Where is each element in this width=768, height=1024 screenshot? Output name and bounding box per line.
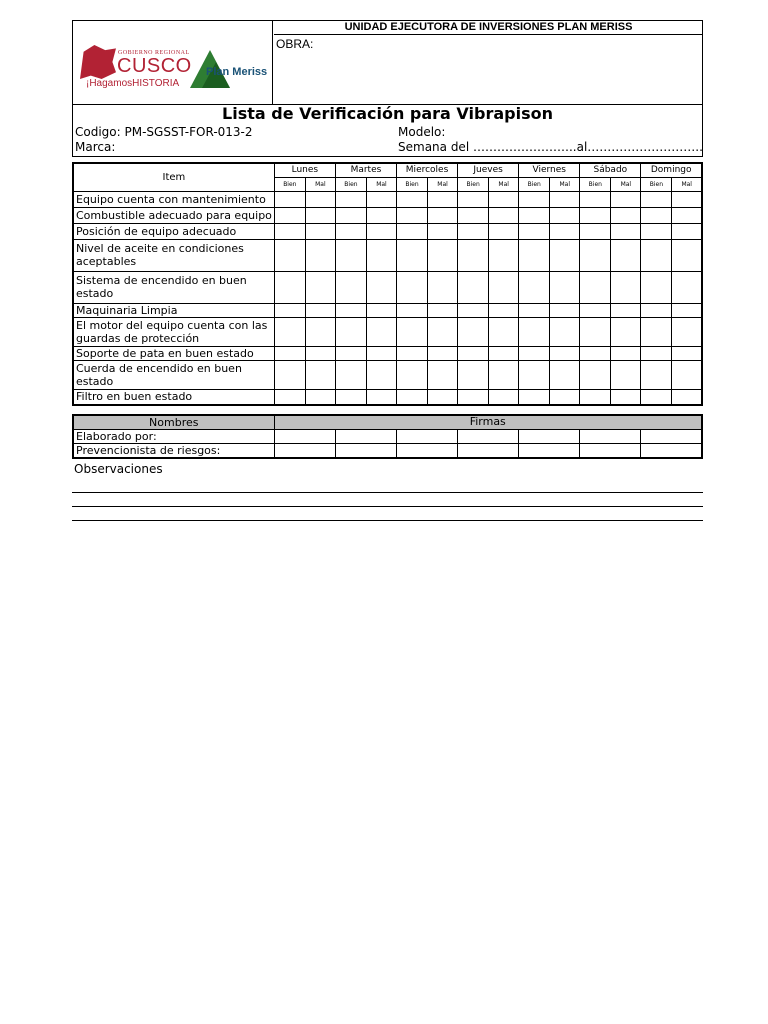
bien-cell[interactable] — [580, 191, 611, 207]
bien-cell[interactable] — [335, 346, 366, 360]
mal-header: Mal — [489, 177, 519, 191]
bien-cell[interactable] — [458, 223, 489, 239]
unit-title: UNIDAD EJECUTORA DE INVERSIONES PLAN MERISS — [274, 20, 703, 35]
bien-header: Bien — [641, 177, 672, 191]
signatures-header-row — [73, 415, 702, 430]
obra-label: OBRA: — [276, 37, 314, 51]
item-label: Filtro en buen estado — [73, 389, 274, 405]
signature-cell[interactable] — [396, 430, 457, 444]
mal-cell[interactable] — [489, 239, 519, 271]
signature-cell[interactable] — [579, 444, 640, 459]
mal-header: Mal — [428, 177, 458, 191]
table-row — [73, 223, 702, 239]
mal-cell[interactable] — [550, 346, 580, 360]
bien-cell[interactable] — [274, 207, 305, 223]
bien-cell[interactable] — [274, 303, 305, 317]
bien-cell[interactable] — [274, 223, 305, 239]
mal-cell[interactable] — [489, 207, 519, 223]
table-row — [73, 191, 702, 207]
form-title: Lista de Verificación para Vibrapison — [222, 104, 553, 123]
mal-cell[interactable] — [305, 223, 335, 239]
mal-cell[interactable] — [428, 303, 458, 317]
bien-cell[interactable] — [397, 239, 428, 271]
bien-header: Bien — [335, 177, 366, 191]
logo-plan-meriss — [206, 60, 270, 76]
mal-cell[interactable] — [550, 360, 580, 389]
bien-cell[interactable] — [335, 239, 366, 271]
item-label: Equipo cuenta con mantenimiento — [73, 191, 274, 207]
table-row — [73, 271, 702, 303]
mal-cell[interactable] — [550, 271, 580, 303]
bien-cell[interactable] — [519, 207, 550, 223]
bien-cell[interactable] — [274, 389, 305, 405]
bien-cell[interactable] — [580, 389, 611, 405]
table-row — [73, 239, 702, 271]
nombres-header: Nombres — [73, 415, 274, 430]
mal-cell[interactable] — [305, 389, 335, 405]
observaciones-line — [72, 520, 703, 521]
mal-cell[interactable] — [611, 239, 641, 271]
bien-cell[interactable] — [519, 239, 550, 271]
firmas-header: Firmas — [274, 415, 702, 430]
bien-cell[interactable] — [397, 207, 428, 223]
bien-cell[interactable] — [519, 360, 550, 389]
mal-cell[interactable] — [428, 223, 458, 239]
bien-cell[interactable] — [641, 303, 672, 317]
table-row — [73, 360, 702, 389]
mal-cell[interactable] — [489, 360, 519, 389]
logo-region-big: CUSCO — [117, 55, 192, 77]
mal-cell[interactable] — [611, 346, 641, 360]
codigo-label: Codigo: PM-SGSST-FOR-013-2 — [75, 125, 253, 139]
mal-cell[interactable] — [366, 223, 396, 239]
mal-cell[interactable] — [305, 191, 335, 207]
day-header: Miercoles — [397, 163, 458, 177]
mal-cell[interactable] — [550, 239, 580, 271]
bien-cell[interactable] — [335, 389, 366, 405]
bien-cell[interactable] — [458, 191, 489, 207]
mal-cell[interactable] — [428, 191, 458, 207]
checklist-table — [72, 162, 703, 406]
signature-cell[interactable] — [640, 430, 702, 444]
bien-header: Bien — [274, 177, 305, 191]
table-row — [73, 317, 702, 346]
bien-cell[interactable] — [274, 191, 305, 207]
mal-cell[interactable] — [428, 317, 458, 346]
mal-cell[interactable] — [611, 223, 641, 239]
mal-header: Mal — [305, 177, 335, 191]
logo-plan-text: Plan Meriss — [206, 66, 268, 76]
bien-cell[interactable] — [274, 239, 305, 271]
bien-cell[interactable] — [580, 271, 611, 303]
table-row — [73, 303, 702, 317]
signature-cell[interactable] — [518, 444, 579, 459]
bien-cell[interactable] — [580, 207, 611, 223]
mal-cell[interactable] — [366, 389, 396, 405]
bien-cell[interactable] — [519, 317, 550, 346]
bien-cell[interactable] — [335, 360, 366, 389]
mal-cell[interactable] — [550, 223, 580, 239]
bien-cell[interactable] — [641, 239, 672, 271]
bien-cell[interactable] — [580, 223, 611, 239]
mal-cell[interactable] — [489, 389, 519, 405]
mal-cell[interactable] — [611, 303, 641, 317]
mal-cell[interactable] — [305, 303, 335, 317]
bien-cell[interactable] — [641, 271, 672, 303]
day-header: Domingo — [641, 163, 702, 177]
bien-cell[interactable] — [397, 317, 428, 346]
bien-cell[interactable] — [397, 271, 428, 303]
mal-cell[interactable] — [489, 191, 519, 207]
mal-cell[interactable] — [672, 303, 702, 317]
bien-cell[interactable] — [397, 223, 428, 239]
mal-cell[interactable] — [550, 303, 580, 317]
observaciones-line — [72, 492, 703, 493]
signature-cell[interactable] — [457, 444, 518, 459]
mal-header: Mal — [672, 177, 702, 191]
table-row — [73, 389, 702, 405]
mal-cell[interactable] — [305, 346, 335, 360]
bien-cell[interactable] — [335, 207, 366, 223]
signature-cell[interactable] — [457, 430, 518, 444]
signature-cell[interactable] — [518, 430, 579, 444]
mal-cell[interactable] — [428, 346, 458, 360]
bien-cell[interactable] — [458, 317, 489, 346]
day-header: Viernes — [519, 163, 580, 177]
mal-cell[interactable] — [672, 360, 702, 389]
bien-cell[interactable] — [519, 223, 550, 239]
item-label: Sistema de encendido en buen estado — [73, 271, 274, 303]
mal-cell[interactable] — [428, 239, 458, 271]
bien-header: Bien — [458, 177, 489, 191]
bien-cell[interactable] — [458, 207, 489, 223]
mal-cell[interactable] — [489, 303, 519, 317]
bien-cell[interactable] — [641, 317, 672, 346]
bien-cell[interactable] — [274, 346, 305, 360]
bien-cell[interactable] — [580, 346, 611, 360]
mal-cell[interactable] — [489, 317, 519, 346]
bien-cell[interactable] — [458, 360, 489, 389]
mal-cell[interactable] — [672, 239, 702, 271]
bien-cell[interactable] — [397, 191, 428, 207]
mal-cell[interactable] — [366, 207, 396, 223]
signature-cell[interactable] — [335, 444, 396, 459]
mal-header: Mal — [611, 177, 641, 191]
mal-cell[interactable] — [428, 271, 458, 303]
signature-cell[interactable] — [396, 444, 457, 459]
bien-cell[interactable] — [274, 317, 305, 346]
bien-cell[interactable] — [335, 223, 366, 239]
mal-cell[interactable] — [550, 389, 580, 405]
item-label: Soporte de pata en buen estado — [73, 346, 274, 360]
mal-cell[interactable] — [428, 207, 458, 223]
signature-cell[interactable] — [274, 444, 335, 459]
logo-region-small: GOBIERNO REGIONAL — [118, 50, 190, 56]
mal-cell[interactable] — [366, 271, 396, 303]
mal-cell[interactable] — [489, 223, 519, 239]
bien-cell[interactable] — [397, 346, 428, 360]
mal-cell[interactable] — [611, 389, 641, 405]
modelo-label: Modelo: — [398, 125, 446, 139]
mal-cell[interactable] — [366, 360, 396, 389]
mal-cell[interactable] — [428, 360, 458, 389]
mal-header: Mal — [366, 177, 396, 191]
bien-cell[interactable] — [580, 317, 611, 346]
elaborado-label: Elaborado por: — [73, 430, 274, 444]
bien-cell[interactable] — [458, 346, 489, 360]
table-row — [73, 346, 702, 360]
item-header: Item — [73, 163, 274, 191]
mal-cell[interactable] — [611, 360, 641, 389]
bien-cell[interactable] — [519, 346, 550, 360]
bien-cell[interactable] — [397, 303, 428, 317]
item-label: Maquinaria Limpia — [73, 303, 274, 317]
mal-cell[interactable] — [672, 317, 702, 346]
days-header-row — [73, 163, 702, 177]
mal-cell[interactable] — [550, 191, 580, 207]
mal-cell[interactable] — [550, 207, 580, 223]
bien-cell[interactable] — [580, 360, 611, 389]
mal-cell[interactable] — [366, 303, 396, 317]
mal-cell[interactable] — [672, 223, 702, 239]
mal-cell[interactable] — [305, 360, 335, 389]
bien-cell[interactable] — [335, 303, 366, 317]
mal-cell[interactable] — [611, 207, 641, 223]
bien-cell[interactable] — [641, 223, 672, 239]
signature-row — [73, 444, 702, 459]
bien-cell[interactable] — [641, 389, 672, 405]
observaciones-line — [72, 506, 703, 507]
bien-cell[interactable] — [519, 191, 550, 207]
bien-header: Bien — [580, 177, 611, 191]
bien-cell[interactable] — [274, 360, 305, 389]
bien-cell[interactable] — [458, 271, 489, 303]
bien-cell[interactable] — [335, 317, 366, 346]
bien-cell[interactable] — [458, 239, 489, 271]
mal-cell[interactable] — [672, 191, 702, 207]
bien-cell[interactable] — [274, 271, 305, 303]
mal-cell[interactable] — [305, 317, 335, 346]
item-label: Posición de equipo adecuado — [73, 223, 274, 239]
mal-cell[interactable] — [305, 239, 335, 271]
signature-cell[interactable] — [274, 430, 335, 444]
signature-cell[interactable] — [579, 430, 640, 444]
bien-cell[interactable] — [458, 303, 489, 317]
mal-cell[interactable] — [611, 191, 641, 207]
mal-cell[interactable] — [366, 346, 396, 360]
item-label: Combustible adecuado para equipo — [73, 207, 274, 223]
bien-cell[interactable] — [335, 271, 366, 303]
mal-cell[interactable] — [305, 271, 335, 303]
mal-cell[interactable] — [611, 271, 641, 303]
mal-cell[interactable] — [366, 317, 396, 346]
day-header: Lunes — [274, 163, 335, 177]
signature-cell[interactable] — [335, 430, 396, 444]
mal-cell[interactable] — [672, 389, 702, 405]
signature-row — [73, 430, 702, 444]
mal-cell[interactable] — [672, 271, 702, 303]
item-label: Nivel de aceite en condiciones aceptables — [73, 239, 274, 271]
signatures-table — [72, 414, 703, 459]
mal-cell[interactable] — [305, 207, 335, 223]
bien-cell[interactable] — [641, 360, 672, 389]
mal-cell[interactable] — [550, 317, 580, 346]
bien-header: Bien — [519, 177, 550, 191]
mal-header: Mal — [550, 177, 580, 191]
prevencionista-label: Prevencionista de riesgos: — [73, 444, 274, 459]
bien-cell[interactable] — [335, 191, 366, 207]
item-label: El motor del equipo cuenta con las guardas de protección — [73, 317, 274, 346]
mal-cell[interactable] — [366, 239, 396, 271]
mal-cell[interactable] — [428, 389, 458, 405]
day-header: Martes — [335, 163, 396, 177]
logo-slogan: ¡HagamosHISTORIA — [86, 78, 180, 89]
mal-cell[interactable] — [672, 207, 702, 223]
mal-cell[interactable] — [672, 346, 702, 360]
day-header: Jueves — [458, 163, 519, 177]
marca-label: Marca: — [75, 140, 116, 154]
bien-cell[interactable] — [641, 346, 672, 360]
day-header: Sábado — [580, 163, 641, 177]
mal-cell[interactable] — [611, 317, 641, 346]
bien-cell[interactable] — [397, 389, 428, 405]
observaciones-label: Observaciones — [74, 462, 163, 476]
item-label: Cuerda de encendido en buen estado — [73, 360, 274, 389]
mal-cell[interactable] — [489, 271, 519, 303]
bien-cell[interactable] — [519, 303, 550, 317]
bien-cell[interactable] — [519, 389, 550, 405]
signature-cell[interactable] — [640, 444, 702, 459]
bien-header: Bien — [397, 177, 428, 191]
bien-cell[interactable] — [641, 207, 672, 223]
bien-cell[interactable] — [580, 303, 611, 317]
semana-label: Semana del ……………………..al……………………….. — [398, 140, 703, 154]
mal-cell[interactable] — [366, 191, 396, 207]
bien-cell[interactable] — [397, 360, 428, 389]
bien-cell[interactable] — [519, 271, 550, 303]
table-row — [73, 207, 702, 223]
mal-cell[interactable] — [489, 346, 519, 360]
bien-cell[interactable] — [458, 389, 489, 405]
bien-cell[interactable] — [580, 239, 611, 271]
bien-cell[interactable] — [641, 191, 672, 207]
